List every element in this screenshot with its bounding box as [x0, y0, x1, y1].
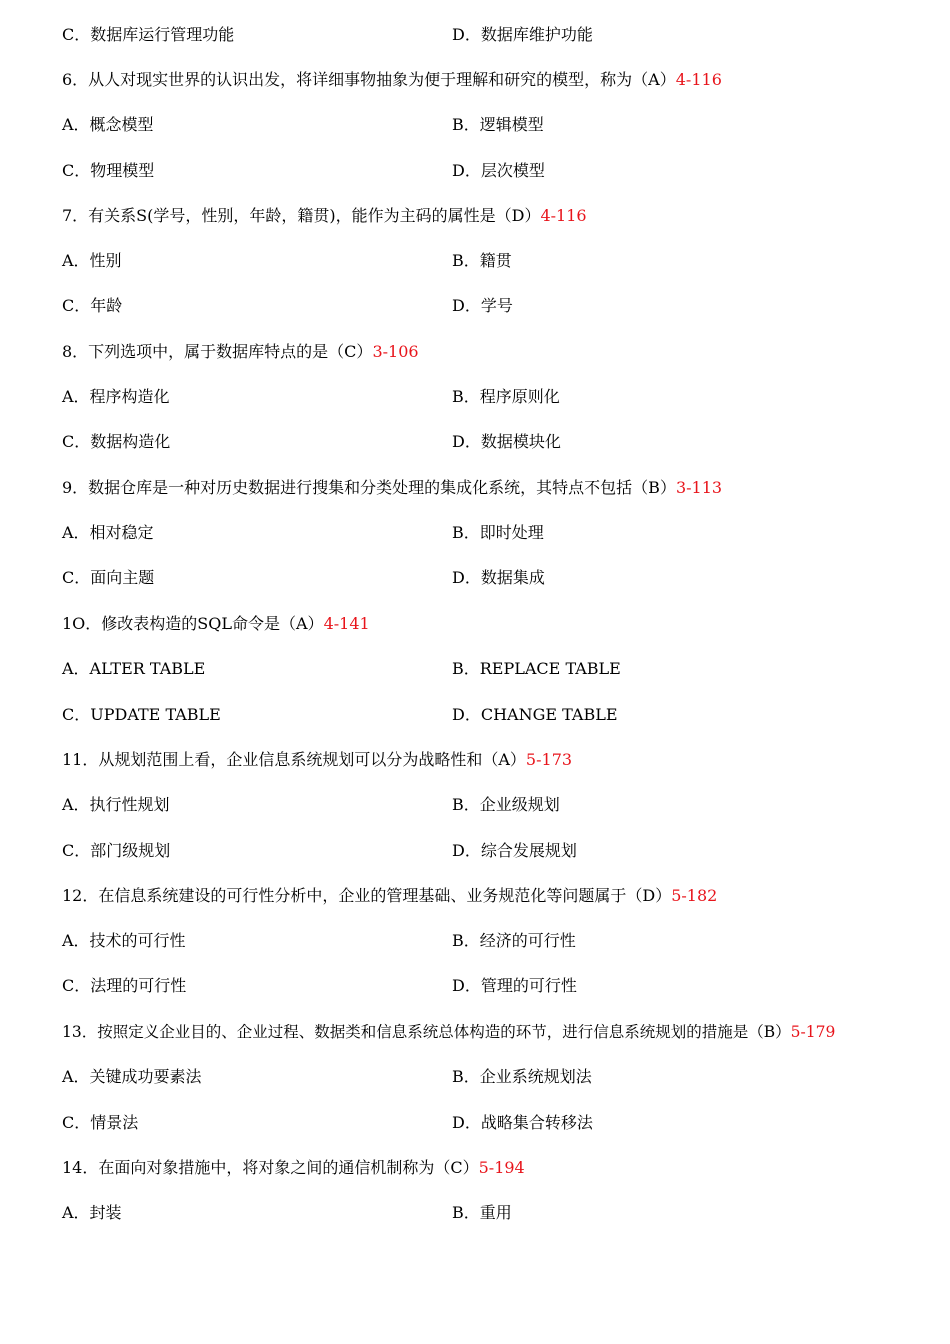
- question-11: [62, 748, 572, 772]
- question-12: [62, 884, 717, 908]
- option-row: [62, 1111, 593, 1135]
- option-a: A．性别: [62, 251, 122, 270]
- page-reference: 5-173: [525, 750, 573, 769]
- option-row: [62, 294, 513, 318]
- question-6: [62, 68, 722, 92]
- option-d: D．综合发展规划: [452, 841, 577, 860]
- option-a: A．概念模型: [62, 115, 154, 134]
- option-d: D．数据模块化: [452, 432, 561, 451]
- page-reference: 5-179: [790, 1023, 836, 1041]
- option-a: A．相对稳定: [62, 523, 154, 542]
- option-row: [62, 249, 512, 273]
- option-c: C．面向主题: [62, 568, 155, 587]
- option-row: [62, 430, 561, 454]
- option-b: B．企业系统规划法: [452, 1067, 592, 1086]
- option-a: A．执行性规划: [62, 795, 170, 814]
- option-d: D．层次模型: [452, 161, 545, 180]
- option-d: D．学号: [452, 296, 513, 315]
- question-text: 12．在信息系统建设的可行性分析中，企业的管理基础、业务规范化等问题属于（D）: [62, 886, 672, 905]
- option-b: B．企业级规划: [452, 795, 560, 814]
- option-d: D．管理的可行性: [452, 976, 577, 995]
- question-13: [62, 1020, 835, 1044]
- option-row: [62, 929, 576, 953]
- option-c: C．部门级规划: [62, 841, 171, 860]
- option-row: [62, 1065, 592, 1089]
- question-text: 9．数据仓库是一种对历史数据进行搜集和分类处理的集成化系统，其特点不包括（B）: [62, 478, 676, 497]
- option-row: [62, 974, 577, 998]
- option-d: D．CHANGE TABLE: [452, 705, 618, 724]
- option-a: A．技术的可行性: [62, 931, 186, 950]
- page-reference: 4-116: [675, 70, 722, 89]
- option-a: A．封装: [62, 1203, 122, 1222]
- question-9: [62, 476, 722, 500]
- option-a: A．关键成功要素法: [62, 1067, 202, 1086]
- option-c: C．数据构造化: [62, 432, 171, 451]
- page-reference: 4-141: [323, 614, 370, 633]
- option-row: [62, 793, 560, 817]
- option-row: [62, 657, 621, 681]
- option-row: [62, 521, 544, 545]
- question-14: [62, 1156, 525, 1180]
- option-row: [62, 159, 545, 183]
- question-8: [62, 340, 419, 364]
- option-b: B．经济的可行性: [452, 931, 576, 950]
- question-text: 6．从人对现实世界的认识出发，将详细事物抽象为便于理解和研究的模型，称为（A）: [62, 70, 676, 89]
- page-reference: 3-113: [675, 478, 723, 497]
- option-row: [62, 385, 560, 409]
- option-d: D．数据集成: [452, 568, 545, 587]
- option-a: A．ALTER TABLE: [62, 659, 206, 678]
- question-7: [62, 204, 587, 228]
- page-reference: 5-194: [478, 1158, 525, 1177]
- option-row: [62, 23, 593, 47]
- option-row: [62, 566, 545, 590]
- option-d: D．数据库维护功能: [452, 25, 593, 44]
- option-c: C．数据库运行管理功能: [62, 25, 235, 44]
- question-text: 13．按照定义企业目的、企业过程、数据类和信息系统总体构造的环节，进行信息系统规划的措施是（B）: [62, 1023, 791, 1041]
- option-b: B．重用: [452, 1203, 512, 1222]
- question-text: 7．有关系S(学号，性别，年龄，籍贯)，能作为主码的属性是（D）: [62, 206, 541, 225]
- option-b: B．REPLACE TABLE: [452, 659, 621, 678]
- option-a: A．程序构造化: [62, 387, 170, 406]
- option-c: C．法理的可行性: [62, 976, 187, 995]
- option-row: [62, 113, 544, 137]
- question-text: 14．在面向对象措施中，将对象之间的通信机制称为（C）: [62, 1158, 479, 1177]
- option-row: [62, 839, 577, 863]
- option-c: C．情景法: [62, 1113, 139, 1132]
- question-text: 8．下列选项中，属于数据库特点的是（C）: [62, 342, 373, 361]
- option-c: C．物理模型: [62, 161, 155, 180]
- option-c: C．UPDATE TABLE: [62, 705, 221, 724]
- option-c: C．年龄: [62, 296, 123, 315]
- page-reference: 4-116: [540, 206, 587, 225]
- question-text: 11．从规划范围上看，企业信息系统规划可以分为战略性和（A）: [62, 750, 526, 769]
- option-b: B．即时处理: [452, 523, 544, 542]
- page-reference: 3-106: [372, 342, 419, 361]
- option-b: B．逻辑模型: [452, 115, 544, 134]
- option-row: [62, 1201, 512, 1225]
- question-text: 1O．修改表构造的SQL命令是（A）: [62, 614, 324, 633]
- page-reference: 5-182: [671, 886, 718, 905]
- option-b: B．程序原则化: [452, 387, 560, 406]
- option-d: D．战略集合转移法: [452, 1113, 593, 1132]
- option-b: B．籍贯: [452, 251, 512, 270]
- question-10: [62, 612, 370, 636]
- option-row: [62, 703, 618, 727]
